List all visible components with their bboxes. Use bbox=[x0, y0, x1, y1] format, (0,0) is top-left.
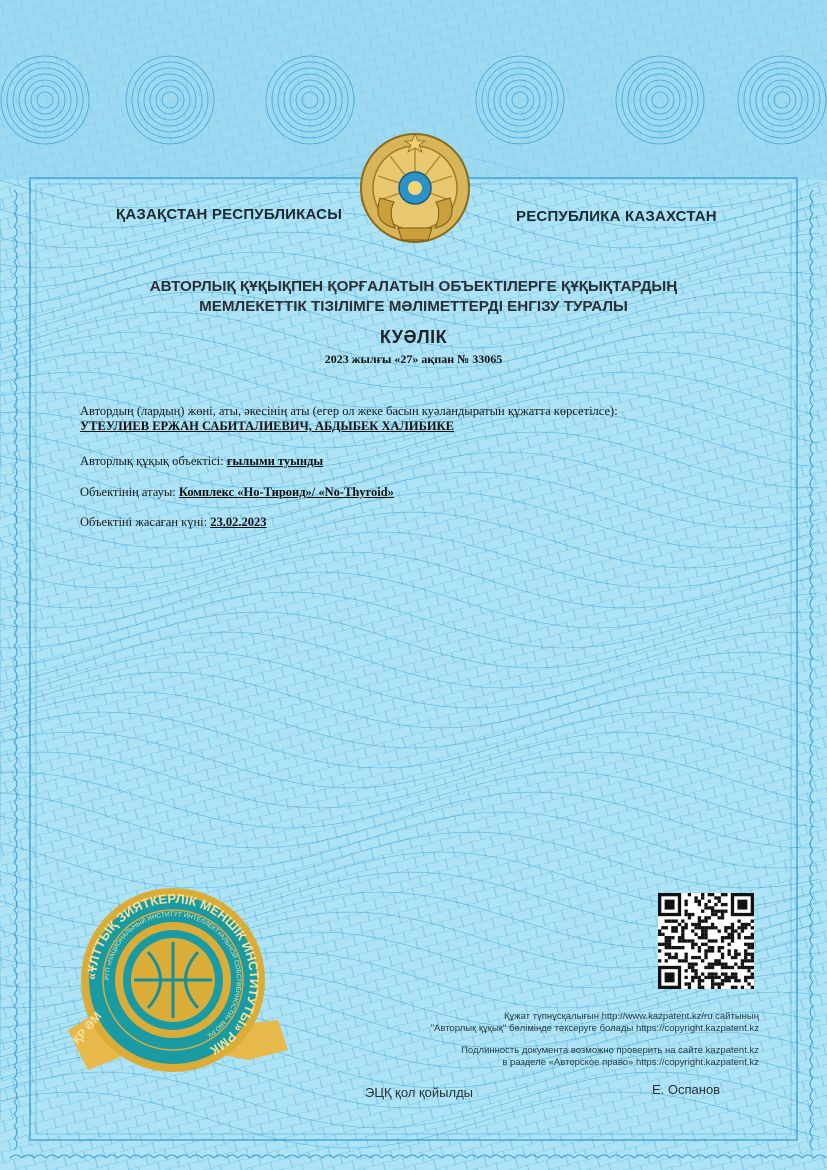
verification-kz-line-1: Құжат түпнұсқалығын http://www.kazpatent.kz/ru сайтының bbox=[503, 1011, 759, 1022]
creation-date-label: Объектіні жасаған күні: bbox=[80, 515, 211, 529]
country-name-ru: РЕСПУБЛИКА КАЗАХСТАН bbox=[516, 208, 717, 225]
seal-prefix: ҚР ӘМ bbox=[69, 1009, 105, 1047]
signature-note: ЭЦҚ қол қойылды bbox=[365, 1085, 474, 1100]
state-emblem-icon bbox=[350, 128, 480, 248]
qr-code-icon bbox=[658, 893, 754, 989]
heading-line-2: МЕМЛЕКЕТТІК ТІЗІЛІМГЕ МӘЛІМЕТТЕРДІ ЕНГІЗУ ТУРАЛЫ bbox=[199, 298, 628, 315]
verification-ru bbox=[461, 1045, 759, 1069]
author-label: Автордың (лардың) жөні, аты, әкесінің аты (егер ол жеке басын куәландыратын құжатта көрсетілсе): bbox=[80, 404, 618, 418]
object-type-label: Авторлық құқық объектісі: bbox=[80, 454, 227, 468]
seal-outer-text: «ҰЛТТЫҚ ЗИЯТКЕРЛІК МЕНШІК ИНСТИТУТЫ» РМК bbox=[83, 890, 263, 1059]
creation-date-row bbox=[80, 515, 266, 530]
certificate-date-number: 2023 жылғы «27» ақпан № 33065 bbox=[324, 352, 503, 366]
verification-kz-line-2: "Авторлық құқық" бөлімінде тексеруге болады https://copyright.kazpatent.kz bbox=[430, 1023, 759, 1034]
country-name-kz: ҚАЗАҚСТАН РЕСПУБЛИКАСЫ bbox=[116, 206, 343, 223]
heading-line-1: АВТОРЛЫҚ ҚҰҚЫҚПЕН ҚОРҒАЛАТЫН ОБЪЕКТІЛЕРГЕ ҚҰҚЫҚТАРДЫҢ bbox=[149, 278, 678, 295]
author-value: УТЕУЛИЕВ ЕРЖАН САБИТАЛИЕВИЧ, АБДЫБЕК ХАЛИБИКЕ bbox=[80, 419, 454, 433]
verification-ru-line-2: в разделе «Авторское право» https://copyright.kazpatent.kz bbox=[502, 1057, 759, 1068]
verification-kz bbox=[431, 1011, 759, 1035]
object-type-row bbox=[80, 454, 323, 469]
document-heading bbox=[60, 277, 767, 317]
signer-name: Е. Оспанов bbox=[652, 1082, 721, 1097]
object-name-value: Комплекс «Но-Тироид»/ «No-Thyroid» bbox=[178, 485, 394, 499]
seal-ring-text bbox=[48, 880, 308, 1080]
seal-inner-text: РГП «НАЦИОНАЛЬНЫЙ ИНСТИТУТ ИНТЕЛЛЕКТУАЛЬНОЙ СОБСТВЕННОСТИ» МЮ РК bbox=[103, 910, 243, 1039]
svg-text:РГП «НАЦИОНАЛЬНЫЙ ИНСТИТУТ ИНТ bbox=[104, 911, 242, 1039]
object-type-value: ғылыми туынды bbox=[226, 454, 324, 468]
verification-ru-line-1: Подлинность документа возможно проверить на сайте kazpatent.kz bbox=[461, 1045, 759, 1056]
object-name-row bbox=[80, 485, 394, 500]
object-name-label: Объектінің атауы: bbox=[80, 485, 179, 499]
creation-date-value: 23.02.2023 bbox=[210, 515, 267, 529]
certificate-title: КУӘЛІК bbox=[379, 327, 448, 347]
